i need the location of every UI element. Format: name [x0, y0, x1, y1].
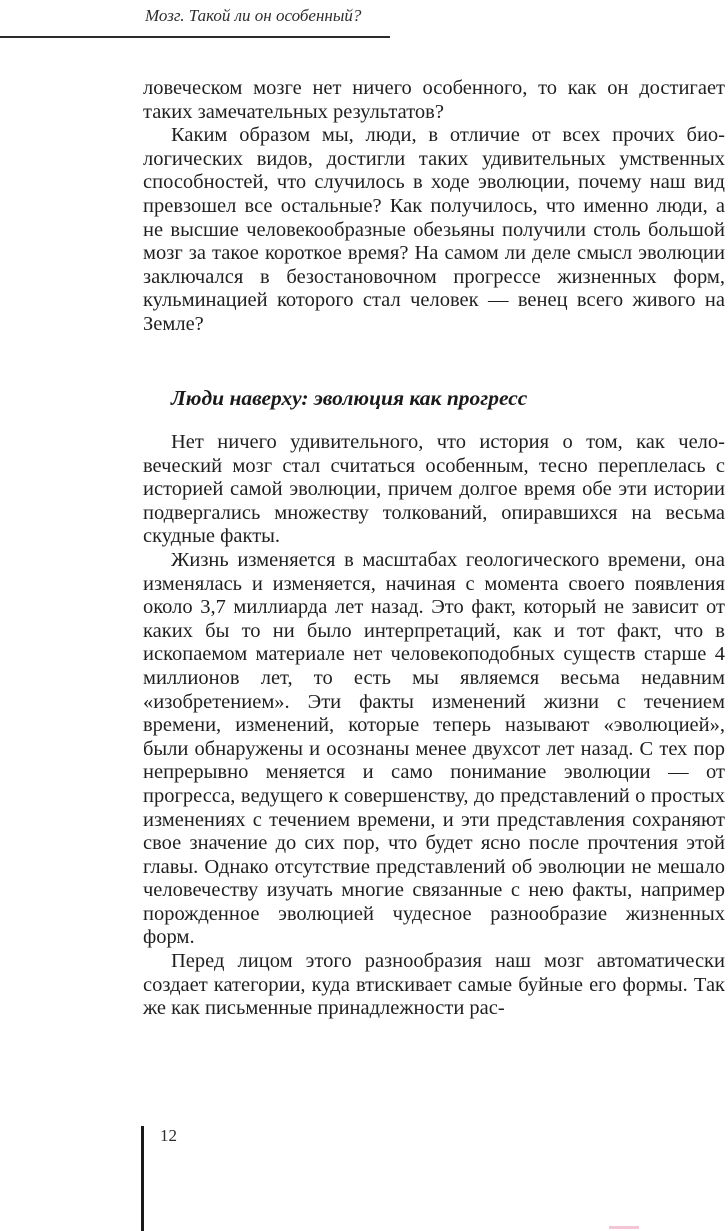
page-number: 12 [160, 1126, 177, 1145]
section-heading: Люди наверху: эволюция как прогресс [171, 386, 528, 410]
running-head [0, 0, 390, 38]
footer-rule [141, 1126, 144, 1231]
paragraph: ловеческом мозге нет ничего особенного, то как он достигает таких замечательных результатов? [143, 77, 725, 123]
corner-mark [609, 1226, 639, 1229]
paragraph: Нет ничего удивительного, что история о том, как человеческий мозг стал считаться особенным, тесно переплелась с историей самой эволюции, причем долгое время обе эти истории подвергались множеству толкований, опиравшихся на весьма скудные факты. [143, 431, 725, 548]
paragraph: Перед лицом этого разнообразия наш мозг автоматически создает категории, куда втискивает самые буйные его формы. Так же как письменные принадлежности рас- [143, 950, 725, 1020]
running-head-title: Мозг. Такой ли он особенный? [145, 6, 362, 25]
body-text-top [143, 77, 725, 337]
paragraph: Жизнь изменяется в масштабах геологического времени, она изменялась и изменяется, начиная с момента своего появления около 3,7 миллиарда лет назад. Это факт, который не зависит от каких бы то ни было интерпретаций, как и тот факт, что в ископаемом материале нет человекоподобных существ старше 4 миллионов лет, то есть мы являемся весьма недавним «изобретением». Эти факты изменений жизни с течением времени, изменений, которые теперь называют «эволюцией», были обнаружены и осознаны менее двухсот лет назад. С тех пор непрерывно меняется и само понимание эволюции — от прогресса, ведущего к совершенству, до представлений о простых изменениях с течением времени, и эти представления сохраняют свое значение до сих пор, что будет ясно после прочтения этой главы. Однако отсутствие представлений об эволюции не мешало человечеству изучать многие связанные с нею факты, например порожденное эволюцией чудесное разнообразие жизненных форм. [143, 548, 725, 949]
paragraph: Каким образом мы, люди, в отличие от всех прочих биологических видов, достигли таких удивительных умственных способностей, что случилось в ходе эволюции, почему наш вид превзошел все остальные? Как получилось, что именно люди, а не высшие человекообразные обезьяны получили столь большой мозг за такое короткое время? На самом ли деле смысл эволюции заключался в безостановочном прогрессе жизненных форм, кульминацией которого стал человек — венец всего живого на Земле? [143, 124, 725, 335]
body-text-section [143, 431, 725, 1021]
